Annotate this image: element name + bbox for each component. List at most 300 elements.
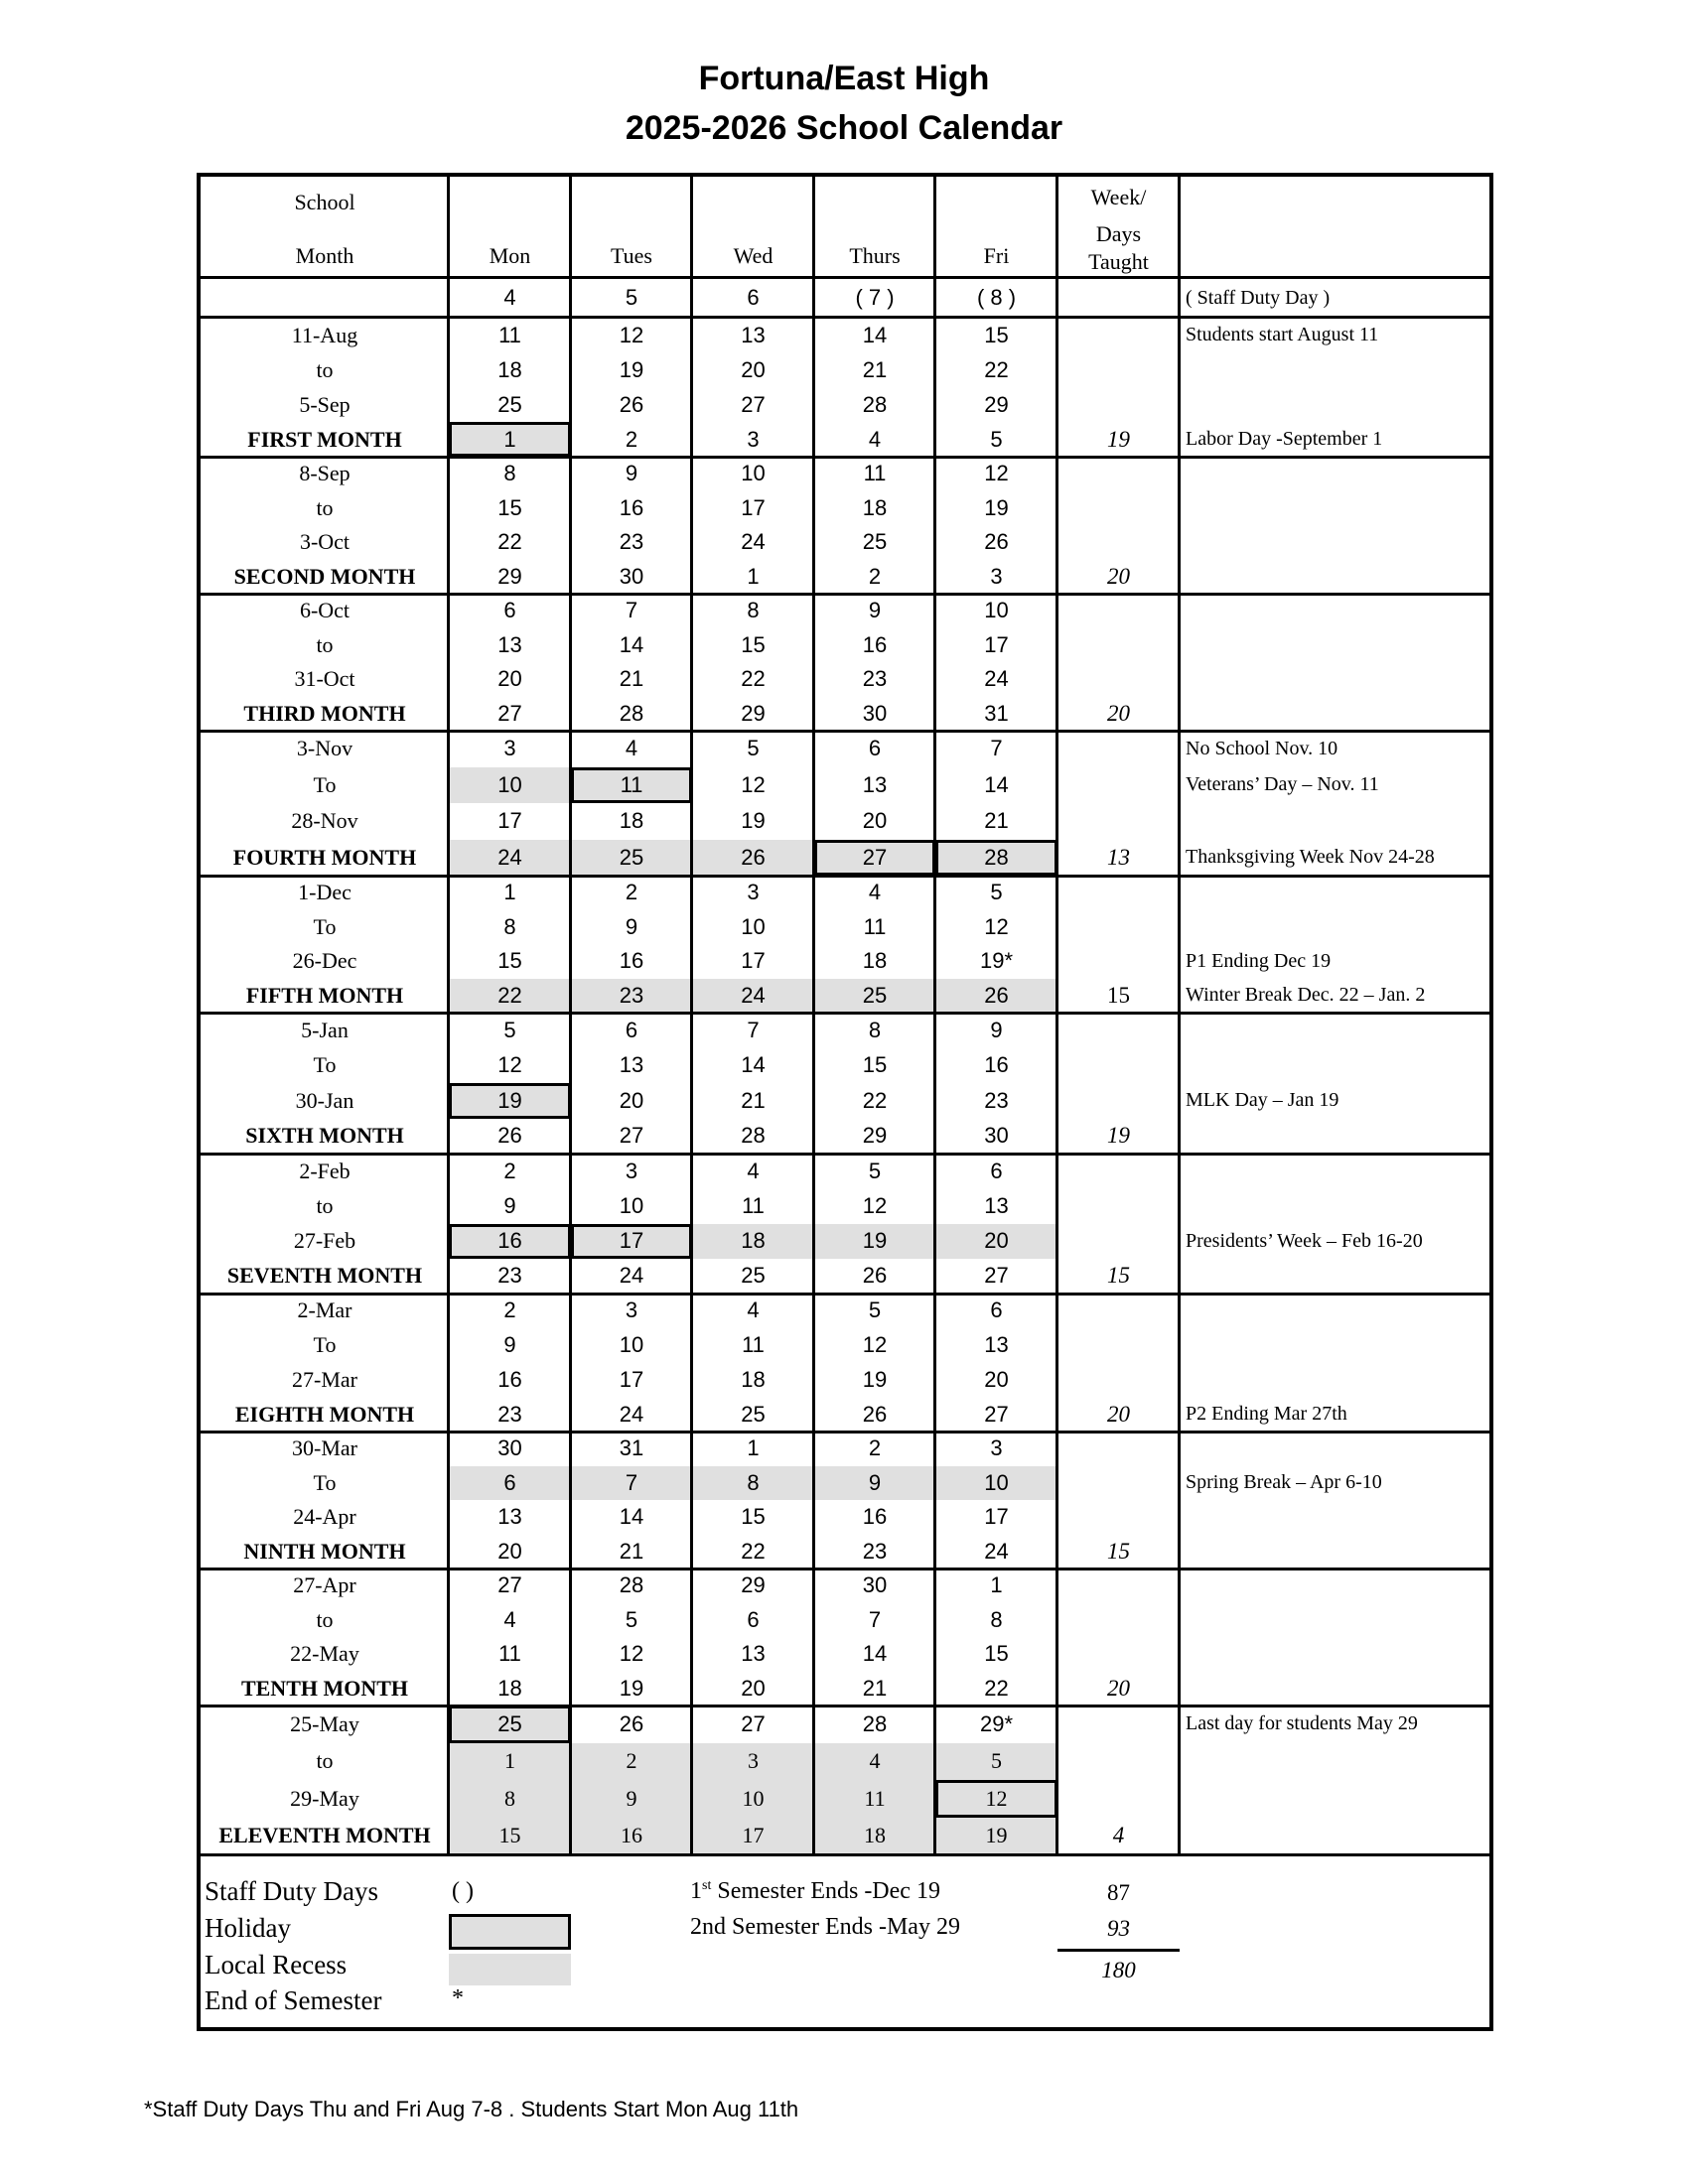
day-cell-mon: 1: [503, 880, 516, 905]
day-cell-tues: 3: [625, 1297, 638, 1323]
day-cell-tues: 3: [625, 1158, 638, 1183]
day-cell-mon: 11: [498, 322, 521, 347]
day-cell-tues: 9: [571, 1780, 692, 1818]
day-cell-tues: 31: [619, 1435, 644, 1461]
day-cell-tues: 2: [625, 426, 638, 452]
day-cell-mon: 12: [497, 1052, 522, 1078]
day-cell-fri: 15: [984, 1641, 1009, 1667]
day-cell-wed: 27: [741, 1710, 766, 1736]
day-cell-thurs: 6: [868, 736, 882, 761]
day-cell-tues: 17: [571, 1224, 692, 1259]
day-cell-thurs: 14: [862, 1641, 888, 1667]
day-cell-mon: 8: [503, 913, 516, 939]
month-name: FIRST MONTH: [247, 426, 402, 452]
column-divider: [690, 177, 693, 1854]
day-cell-wed: 27: [741, 391, 766, 417]
day-cell-wed: 22: [741, 666, 766, 692]
month-note: [1180, 352, 1493, 387]
day-cell-fri: 26: [984, 529, 1009, 555]
day-cell-wed: 4: [747, 1158, 760, 1183]
day-cell-tues: 12: [619, 1641, 644, 1667]
day-cell-mon: 25: [449, 1706, 571, 1743]
day-cell-wed: 17: [741, 494, 766, 520]
day-cell-mon: 6: [503, 598, 516, 623]
month-range-label: to: [316, 356, 334, 382]
day-cell-tues: 16: [619, 948, 644, 974]
days-taught-total: 15: [1107, 1263, 1130, 1289]
day-cell-tues: 6: [625, 1017, 638, 1042]
day-cell-mon: 1: [449, 422, 571, 457]
day-cell-thurs: 19: [814, 1224, 935, 1259]
day-cell-tues: 19: [619, 1675, 644, 1701]
day-cell-tues: 25: [571, 840, 692, 877]
day-cell-fri: 24: [984, 666, 1009, 692]
day-cell-thurs: 7: [868, 1606, 882, 1632]
day-cell-tues: 13: [619, 1052, 644, 1078]
day-cell-fri: 28: [935, 840, 1057, 877]
month-note: No School Nov. 10: [1186, 737, 1338, 759]
days-taught-total: 20: [1107, 563, 1130, 589]
day-cell-fri: 15: [984, 322, 1009, 347]
day-cell-tues: 23: [571, 979, 692, 1014]
day-cell-mon: 15: [449, 1818, 571, 1855]
day-cell-wed: 3: [747, 880, 760, 905]
day-cell-tues: 12: [619, 322, 644, 347]
day-cell-wed: 28: [741, 1123, 766, 1149]
month-note: [1180, 628, 1493, 663]
day-cell-wed: 18: [692, 1224, 814, 1259]
header-wed: Wed: [733, 243, 774, 268]
day-cell-wed: 19: [741, 808, 766, 834]
days-taught-total: 15: [1107, 982, 1130, 1008]
day-cell-tues: 26: [619, 391, 644, 417]
day-cell-thurs: 30: [862, 700, 888, 726]
month-range-label: 29-May: [290, 1785, 359, 1811]
day-cell-thurs: 11: [863, 913, 887, 939]
day-cell-wed: 25: [741, 1401, 766, 1427]
day-cell-fri: 14: [984, 771, 1009, 797]
day-cell-wed: 20: [741, 356, 766, 382]
month-range-label: to: [316, 631, 334, 657]
day-cell-thurs: 4: [814, 1743, 935, 1781]
day-cell-tues: 2: [571, 1743, 692, 1781]
month-note: [1180, 1432, 1493, 1466]
month-note: Presidents’ Week – Feb 16-20: [1186, 1229, 1423, 1252]
day-cell-thurs: 2: [868, 1435, 882, 1461]
month-note: Spring Break – Apr 6-10: [1186, 1471, 1382, 1494]
column-divider: [812, 177, 815, 1854]
day-cell-fri: 12: [935, 1780, 1057, 1818]
month-range-label: 11-Aug: [291, 322, 358, 347]
day-cell-thurs: 2: [868, 563, 882, 589]
month-range-label: 28-Nov: [291, 808, 358, 834]
day-cell-tues: 2: [625, 880, 638, 905]
day-cell-thurs: 9: [868, 598, 882, 623]
day-cell-fri: 10: [984, 598, 1009, 623]
day-cell-wed: 20: [741, 1675, 766, 1701]
day-cell-wed: 17: [692, 1818, 814, 1855]
month-note: [1180, 1535, 1493, 1570]
month-range-label: 26-Dec: [292, 948, 357, 974]
day-cell-tues: 5: [625, 1606, 638, 1632]
day-cell-mon: 6: [449, 1466, 571, 1501]
day-cell-wed: 4: [747, 1297, 760, 1323]
day-cell-fri: 29: [984, 391, 1009, 417]
month-note: Students start August 11: [1186, 324, 1379, 345]
days-taught-total: 20: [1107, 1675, 1130, 1701]
month-note: [1180, 525, 1493, 560]
day-cell-thurs: 21: [862, 356, 888, 382]
day-cell-thurs: 19: [862, 1366, 888, 1392]
month-note: [1180, 876, 1493, 910]
month-note: [1180, 1637, 1493, 1672]
month-name: FIFTH MONTH: [245, 982, 404, 1008]
day-cell-tues: 11: [571, 767, 692, 804]
day-cell-wed: 3: [692, 1743, 814, 1781]
semester-1-number: 1: [690, 1878, 702, 1904]
month-range-label: 25-May: [290, 1710, 359, 1736]
day-cell-mon: 30: [497, 1435, 522, 1461]
month-range-label: to: [316, 494, 334, 520]
header-mon: Mon: [489, 243, 531, 268]
day-cell-tues: 10: [619, 1192, 644, 1218]
day-cell-mon: 26: [497, 1123, 522, 1149]
semester-1-text: Semester Ends -Dec 19: [711, 1878, 940, 1904]
day-cell-mon: 19: [449, 1083, 571, 1119]
day-cell-wed: 26: [692, 840, 814, 877]
month-note: Thanksgiving Week Nov 24-28: [1186, 846, 1435, 869]
day-cell-fri: 13: [984, 1192, 1009, 1218]
month-range-label: To: [313, 913, 337, 939]
month-note: [1180, 1672, 1493, 1706]
month-name: SEVENTH MONTH: [226, 1263, 423, 1289]
day-cell-fri: 26: [935, 979, 1057, 1014]
day-cell-mon: 11: [498, 1641, 521, 1667]
day-cell-thurs: 26: [862, 1263, 888, 1289]
month-note: [1180, 491, 1493, 526]
day-cell-wed: 21: [741, 1087, 766, 1113]
day-cell-fri: 19: [935, 1818, 1057, 1855]
day-cell-fri: 21: [984, 808, 1009, 834]
month-range-label: To: [313, 771, 337, 797]
day-cell-wed: 17: [741, 948, 766, 974]
day-cell-wed: 22: [741, 1538, 766, 1564]
day-cell-fri: 7: [990, 736, 1003, 761]
semester-1-total: 87: [1107, 1880, 1130, 1905]
month-range-label: 27-Mar: [292, 1366, 357, 1392]
day-cell-thurs: 4: [868, 880, 882, 905]
month-note: [1180, 803, 1493, 840]
day-cell-thurs: 15: [862, 1052, 888, 1078]
month-range-label: 5-Jan: [301, 1017, 349, 1042]
day-cell-fri: 27: [984, 1263, 1009, 1289]
day-cell-thurs: 12: [862, 1192, 888, 1218]
day-cell-thurs: 4: [868, 426, 882, 452]
month-note: P2 Ending Mar 27th: [1186, 1403, 1347, 1426]
month-note: Last day for students May 29: [1186, 1712, 1418, 1735]
day-cell-fri: 6: [990, 1158, 1003, 1183]
day-cell-wed: 15: [741, 631, 766, 657]
header-tues: Tues: [611, 243, 652, 268]
day-cell-mon: 20: [497, 666, 522, 692]
day-cell-fri: 17: [984, 631, 1009, 657]
day-cell-thurs: 23: [862, 666, 888, 692]
day-cell-mon: 2: [503, 1158, 516, 1183]
day-cell-mon: 8: [449, 1780, 571, 1818]
header-month: Month: [295, 243, 354, 268]
semester-2-total: 93: [1107, 1916, 1130, 1941]
column-divider: [569, 177, 572, 1854]
month-range-label: 24-Apr: [293, 1504, 356, 1530]
day-cell-fri: 10: [935, 1466, 1057, 1501]
month-range-label: 22-May: [290, 1641, 359, 1667]
month-note: Winter Break Dec. 22 – Jan. 2: [1186, 984, 1426, 1007]
school-calendar-table: [197, 173, 1493, 2031]
month-note: [1180, 910, 1493, 945]
days-taught-total: 15: [1107, 1538, 1130, 1564]
month-note: MLK Day – Jan 19: [1186, 1089, 1339, 1112]
legend-staff-duty: Staff Duty Days: [205, 1876, 378, 1906]
month-range-label: 1-Dec: [298, 880, 352, 905]
day-cell-wed: 1: [747, 563, 760, 589]
day-cell-fri: 12: [984, 461, 1009, 486]
day-cell-wed: 14: [741, 1052, 766, 1078]
header-school: School: [294, 190, 355, 214]
day-cell-thurs: 11: [814, 1780, 935, 1818]
day-cell-thurs: 25: [814, 979, 935, 1014]
day-cell-mon: 3: [503, 736, 516, 761]
day-cell-thurs: 16: [862, 1504, 888, 1530]
day-cell-fri: 20: [984, 1366, 1009, 1392]
month-range-label: 31-Oct: [294, 666, 355, 692]
day-cell-thurs: 11: [863, 461, 887, 486]
month-range-label: to: [316, 1748, 334, 1774]
day-cell-thurs: 28: [862, 391, 888, 417]
day-cell-tues: 9: [625, 461, 638, 486]
month-note: [1180, 1743, 1493, 1781]
day-cell-tues: 30: [619, 563, 644, 589]
day-cell-thurs: 5: [868, 1297, 882, 1323]
day-cell-wed: 24: [692, 979, 814, 1014]
column-divider: [447, 177, 450, 1854]
day-cell-thurs: 18: [814, 1818, 935, 1855]
day-cell-mon: 22: [449, 979, 571, 1014]
month-range-label: 27-Apr: [293, 1572, 356, 1598]
column-divider: [1178, 177, 1181, 1854]
day-cell-mon: 23: [497, 1401, 522, 1427]
day-cell-fri: 6: [990, 1297, 1003, 1323]
month-name: SIXTH MONTH: [245, 1123, 404, 1149]
day-cell-fri: 22: [984, 356, 1009, 382]
day-cell-thurs: 25: [862, 529, 888, 555]
day-cell-tues: 14: [619, 1504, 644, 1530]
column-divider: [933, 177, 936, 1854]
day-cell-thurs: 27: [814, 840, 935, 877]
day-cell-tues: 16: [619, 494, 644, 520]
day-cell-mon: 8: [503, 461, 516, 486]
day-cell-wed: 10: [692, 1780, 814, 1818]
month-range-label: To: [313, 1052, 337, 1078]
month-note: [1180, 457, 1493, 491]
day-cell-mon: 27: [497, 1572, 522, 1598]
month-note: [1180, 594, 1493, 628]
legend-local-recess-swatch: [449, 1954, 571, 1985]
day-cell-mon: 16: [449, 1224, 571, 1259]
staff-row-fri: ( 8 ): [976, 285, 1017, 310]
day-cell-fri: 30: [984, 1123, 1009, 1149]
header-fri: Fri: [983, 243, 1010, 268]
days-taught-total: 4: [1112, 1823, 1125, 1848]
days-taught-total: 20: [1107, 1401, 1130, 1427]
days-taught-total: 19: [1107, 426, 1130, 452]
month-note: Labor Day -September 1: [1186, 428, 1383, 450]
staff-row-thurs: ( 7 ): [855, 285, 895, 310]
month-note: [1180, 1188, 1493, 1223]
day-cell-wed: 8: [692, 1466, 814, 1501]
day-cell-tues: 20: [619, 1087, 644, 1113]
month-range-label: 2-Feb: [299, 1158, 351, 1183]
day-cell-wed: 29: [741, 700, 766, 726]
month-note: [1180, 697, 1493, 732]
month-range-label: 3-Nov: [296, 736, 353, 761]
month-note: [1180, 1363, 1493, 1398]
legend-staff-duty-symbol: ( ): [452, 1878, 474, 1904]
day-cell-tues: 9: [625, 913, 638, 939]
day-cell-mon: 27: [497, 700, 522, 726]
day-cell-thurs: 21: [862, 1675, 888, 1701]
month-note: [1180, 560, 1493, 595]
day-cell-wed: 15: [741, 1504, 766, 1530]
row-divider: [201, 316, 1493, 319]
month-note: [1180, 1569, 1493, 1603]
staff-row-wed: 6: [747, 285, 760, 310]
day-cell-wed: 29: [741, 1572, 766, 1598]
month-name: NINTH MONTH: [243, 1538, 406, 1564]
month-note: [1180, 1818, 1493, 1855]
day-cell-wed: 6: [747, 1606, 760, 1632]
month-note: [1180, 1013, 1493, 1048]
month-range-label: to: [316, 1606, 334, 1632]
day-cell-mon: 13: [497, 631, 522, 657]
legend-holiday-swatch: [449, 1914, 571, 1950]
day-cell-tues: 18: [619, 808, 644, 834]
day-cell-mon: 5: [503, 1017, 516, 1042]
day-cell-wed: 8: [747, 598, 760, 623]
day-cell-thurs: 18: [862, 494, 888, 520]
page-title: Fortuna/East High: [698, 60, 990, 97]
day-cell-fri: 27: [984, 1401, 1009, 1427]
day-cell-mon: 1: [449, 1743, 571, 1781]
day-cell-tues: 21: [619, 666, 644, 692]
month-note: [1180, 1154, 1493, 1188]
year-total: 180: [1101, 1958, 1136, 1982]
day-cell-wed: 11: [742, 1192, 765, 1218]
day-cell-mon: 20: [497, 1538, 522, 1564]
month-name: THIRD MONTH: [243, 700, 406, 726]
month-divider: [201, 875, 1493, 878]
month-note: [1180, 1780, 1493, 1818]
day-cell-fri: 5: [990, 426, 1003, 452]
month-divider: [201, 456, 1493, 459]
day-cell-fri: 12: [984, 913, 1009, 939]
day-cell-mon: 4: [503, 1606, 516, 1632]
staff-row-note: ( Staff Duty Day ): [1186, 286, 1331, 309]
semester-1-end: [690, 1878, 940, 1905]
month-note: P1 Ending Dec 19: [1186, 949, 1332, 972]
row-divider: [201, 276, 1493, 279]
day-cell-fri: 3: [990, 1435, 1003, 1461]
day-cell-tues: 24: [619, 1263, 644, 1289]
month-range-label: 8-Sep: [299, 461, 351, 486]
semester-2-end: 2nd Semester Ends -May 29: [690, 1914, 960, 1940]
day-cell-tues: 21: [619, 1538, 644, 1564]
days-taught-total: 20: [1107, 700, 1130, 726]
month-note: [1180, 1259, 1493, 1294]
month-divider: [201, 730, 1493, 733]
day-cell-fri: 8: [990, 1606, 1003, 1632]
staff-row-tues: 5: [625, 285, 638, 310]
month-divider: [201, 1012, 1493, 1015]
day-cell-mon: 13: [497, 1504, 522, 1530]
day-cell-wed: 13: [741, 322, 766, 347]
month-range-label: 6-Oct: [299, 598, 351, 623]
header-week: Week/: [1090, 185, 1147, 209]
day-cell-thurs: 13: [862, 771, 888, 797]
day-cell-fri: 5: [990, 880, 1003, 905]
day-cell-thurs: 9: [814, 1466, 935, 1501]
day-cell-wed: 18: [741, 1366, 766, 1392]
month-range-label: 30-Mar: [292, 1435, 357, 1461]
month-range-label: 27-Feb: [293, 1228, 356, 1254]
day-cell-fri: 23: [984, 1087, 1009, 1113]
day-cell-wed: 13: [741, 1641, 766, 1667]
header-days-taught: Days Taught: [1088, 221, 1149, 274]
day-cell-tues: 24: [619, 1401, 644, 1427]
day-cell-tues: 27: [619, 1123, 644, 1149]
month-divider: [201, 1853, 1493, 1856]
day-cell-thurs: 29: [862, 1123, 888, 1149]
days-taught-total: 13: [1107, 844, 1130, 870]
semester-1-superscript: st: [702, 1878, 712, 1893]
month-name: ELEVENTH MONTH: [218, 1823, 431, 1848]
day-cell-fri: 29*: [979, 1710, 1014, 1736]
day-cell-mon: 18: [497, 356, 522, 382]
day-cell-wed: 12: [741, 771, 766, 797]
day-cell-thurs: 26: [862, 1401, 888, 1427]
day-cell-fri: 17: [984, 1504, 1009, 1530]
day-cell-mon: 10: [449, 767, 571, 804]
footnote: *Staff Duty Days Thu and Fri Aug 7-8 . Students Start Mon Aug 11th: [144, 2097, 799, 2121]
month-range-label: 5-Sep: [299, 391, 351, 417]
staff-row-mon: 4: [503, 285, 516, 310]
month-note: [1180, 1294, 1493, 1328]
legend-local-recess: Local Recess: [205, 1950, 348, 1979]
header-thurs: Thurs: [849, 243, 901, 268]
day-cell-tues: 28: [619, 1572, 644, 1598]
day-cell-tues: 26: [619, 1710, 644, 1736]
month-range-label: 30-Jan: [295, 1087, 354, 1113]
day-cell-mon: 15: [497, 948, 522, 974]
month-note: [1180, 1328, 1493, 1363]
day-cell-tues: 7: [625, 598, 638, 623]
day-cell-thurs: 16: [862, 631, 888, 657]
day-cell-mon: 25: [497, 391, 522, 417]
day-cell-thurs: 23: [862, 1538, 888, 1564]
day-cell-wed: 24: [741, 529, 766, 555]
day-cell-wed: 3: [747, 426, 760, 452]
month-range-label: To: [313, 1332, 337, 1358]
month-divider: [201, 1431, 1493, 1433]
